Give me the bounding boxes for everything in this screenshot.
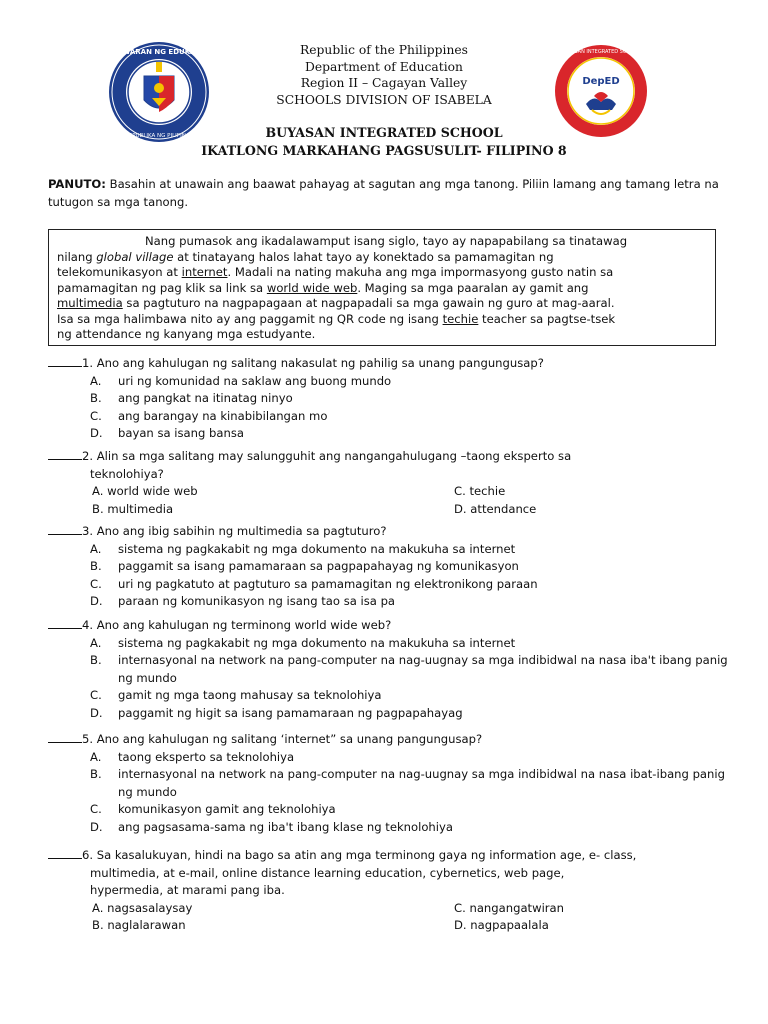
question-text: 3. Ano ang ibig sabihin ng multimedia sa pagtuturo? bbox=[82, 524, 387, 538]
exam-title: IKATLONG MARKAHANG PAGSUSULIT- FILIPINO 8 bbox=[201, 142, 567, 158]
option-letter: D. bbox=[90, 594, 103, 608]
option-c[interactable]: C. techie bbox=[454, 484, 506, 498]
option-text: internasyonal na network na pang-computer na nag-uugnay sa mga indibidwal na nasa iba't ibang panig ng mundo bbox=[118, 653, 728, 685]
question-text-cont: teknolohiya? bbox=[90, 466, 164, 481]
option-letter: C. bbox=[90, 576, 102, 591]
division-line: SCHOOLS DIVISION OF ISABELA bbox=[276, 92, 492, 107]
option-letter: C. bbox=[90, 408, 102, 423]
option-text: bayan sa isang bansa bbox=[118, 426, 245, 440]
option-letter: D. bbox=[90, 426, 103, 440]
option-letter: B. bbox=[90, 767, 102, 781]
school-name: BUYASAN INTEGRATED SCHOOL bbox=[265, 125, 503, 140]
option-text: sistema ng pagkakabit ng mga dokumento na makukuha sa internet bbox=[118, 635, 516, 650]
option-b[interactable]: B. naglalarawan bbox=[92, 918, 186, 932]
option-text: ang pangkat na itinatag ninyo bbox=[118, 391, 293, 405]
underlined-term: techie bbox=[442, 311, 479, 326]
option-letter: C. bbox=[90, 802, 102, 816]
option-c[interactable] bbox=[48, 576, 748, 594]
passage-line: Nang pumasok ang ikadalawamput isang siglo, tayo ay napapabilang sa tinatawag bbox=[145, 234, 628, 248]
answer-blank[interactable] bbox=[48, 354, 82, 367]
option-a[interactable]: A. nagsasalaysay bbox=[92, 900, 193, 915]
option-a[interactable]: A. world wide web bbox=[92, 484, 198, 498]
option-letter: B. bbox=[90, 559, 102, 573]
question-text-cont: multimedia, at e-mail, online distance learning education, cybernetics, web page, bbox=[90, 865, 565, 880]
question-text-cont: hypermedia, at marami pang iba. bbox=[90, 883, 285, 897]
question-4 bbox=[48, 616, 748, 722]
italic-term: global village bbox=[96, 249, 174, 264]
underlined-term: internet bbox=[181, 265, 228, 279]
region-line: Region II – Cagayan Valley bbox=[300, 76, 468, 90]
option-c[interactable] bbox=[48, 801, 748, 819]
option-text: ang pagsasama-sama ng iba't ibang klase ng teknolohiya bbox=[118, 819, 453, 834]
seal-ring-text: BUYASAN INTEGRATED SCHOOL bbox=[561, 49, 641, 55]
option-text: komunikasyon gamit ang teknolohiya bbox=[118, 802, 336, 816]
option-text: paraan ng komunikasyon ng isang tao sa isa pa bbox=[118, 594, 396, 608]
passage-text: teacher sa pagtse-tsek bbox=[478, 311, 616, 326]
option-d[interactable] bbox=[48, 593, 748, 611]
seal-bottom-text: REPUBLIKA NG PILIPINAS bbox=[124, 133, 194, 139]
question-text: 6. Sa kasalukuyan, hindi na bago sa atin ang mga terminong gaya ng information age, e- class, bbox=[82, 848, 637, 862]
option-a[interactable] bbox=[48, 749, 748, 767]
question-text: 5. Ano ang kahulugan ng salitang ‘internet” sa unang pangungusap? bbox=[82, 732, 483, 746]
underlined-term: multimedia bbox=[57, 296, 123, 310]
seal-top-text: KAGAWARAN NG EDUKASYON bbox=[100, 48, 218, 56]
option-a[interactable] bbox=[48, 635, 748, 653]
deped-mark: DepED bbox=[582, 76, 620, 87]
option-letter: A. bbox=[90, 749, 102, 764]
answer-blank[interactable] bbox=[48, 616, 82, 629]
option-b[interactable] bbox=[48, 558, 748, 576]
answer-blank[interactable] bbox=[48, 447, 82, 460]
passage-text: . Madali na nating makuha ang mga impormasyong gusto natin sa bbox=[227, 265, 614, 279]
passage-text: Isa sa mga halimbawa nito ay ang paggamit ng QR code ng isang bbox=[57, 311, 443, 326]
question-text: 1. Ano ang kahulugan ng salitang nakasulat ng pahilig sa unang pangungusap? bbox=[82, 356, 544, 370]
underlined-term: world wide web bbox=[266, 280, 358, 295]
option-letter: B. bbox=[90, 391, 102, 405]
answer-blank[interactable] bbox=[48, 730, 82, 743]
instructions-label: PANUTO: bbox=[48, 177, 106, 191]
question-5 bbox=[48, 730, 748, 836]
question-6 bbox=[48, 846, 748, 935]
passage-text: sa pagtuturo na nagpapagaan at nagpapadali sa mga gawain ng guro at mag-aaral. bbox=[122, 296, 615, 310]
option-letter: D. bbox=[90, 819, 103, 834]
option-a[interactable] bbox=[48, 541, 748, 559]
option-text: internasyonal na network na pang-computer na nag-uugnay sa mga indibidwal na nasa ibat-ibang panig ng mundo bbox=[118, 767, 725, 799]
answer-blank[interactable] bbox=[48, 522, 82, 535]
republic-line: Republic of the Philippines bbox=[300, 43, 468, 57]
instructions-text: Basahin at unawain ang baawat pahayag at sagutan ang mga tanong. Piliin lamang ang tamang letra na tutugon sa mga tanong. bbox=[48, 177, 719, 209]
option-letter: D. bbox=[90, 705, 103, 720]
instructions bbox=[48, 176, 728, 211]
option-b[interactable] bbox=[48, 652, 730, 687]
option-letter: B. bbox=[90, 653, 102, 667]
option-text: sistema ng pagkakabit ng mga dokumento na makukuha sa internet bbox=[118, 541, 516, 556]
option-letter: C. bbox=[90, 688, 102, 702]
question-1 bbox=[48, 354, 748, 443]
option-text: paggamit sa isang pamamaraan sa pagpapahayag ng komunikasyon bbox=[118, 559, 519, 573]
option-d[interactable]: D. nagpapaalala bbox=[454, 918, 549, 932]
option-b[interactable] bbox=[48, 390, 748, 408]
option-d[interactable] bbox=[48, 425, 748, 443]
option-c[interactable] bbox=[48, 408, 748, 426]
agency-header bbox=[0, 42, 768, 108]
option-letter: A. bbox=[90, 373, 102, 388]
option-letter: A. bbox=[90, 541, 102, 556]
option-d[interactable]: D. attendance bbox=[454, 501, 537, 516]
option-letter: A. bbox=[90, 635, 102, 650]
question-text: 2. Alin sa mga salitang may salungguhit ang nangangahulugang –taong eksperto sa bbox=[82, 449, 572, 463]
passage-text: at tinatayang halos lahat tayo ay konektado sa pamamagitan ng bbox=[173, 249, 554, 264]
option-text: uri ng pagkatuto at pagtuturo sa pamamagitan ng elektronikong paraan bbox=[118, 576, 538, 591]
reading-passage-box bbox=[48, 229, 716, 346]
option-c[interactable]: C. nangangatwiran bbox=[454, 900, 565, 915]
exam-title-block bbox=[0, 124, 768, 159]
passage-text: nilang bbox=[57, 249, 97, 264]
option-text: ang barangay na kinabibilangan mo bbox=[118, 408, 328, 423]
passage-line: ng attendance ng kanyang mga estudyante. bbox=[57, 327, 316, 341]
answer-blank[interactable] bbox=[48, 846, 82, 859]
option-b[interactable] bbox=[48, 766, 730, 801]
option-d[interactable] bbox=[48, 705, 748, 723]
option-text: gamit ng mga taong mahusay sa teknolohiya bbox=[118, 688, 382, 702]
option-a[interactable] bbox=[48, 373, 748, 391]
department-line: Department of Education bbox=[305, 59, 463, 74]
option-b[interactable]: B. multimedia bbox=[92, 501, 174, 516]
passage-text: . Maging sa mga paaralan ay gamit ang bbox=[357, 280, 589, 295]
question-2 bbox=[48, 447, 748, 518]
option-text: uri ng komunidad na saklaw ang buong mundo bbox=[118, 373, 392, 388]
passage-text: pamamagitan ng pag klik sa link sa bbox=[57, 280, 267, 295]
question-text: 4. Ano ang kahulugan ng terminong world wide web? bbox=[82, 618, 392, 632]
option-text: taong eksperto sa teknolohiya bbox=[118, 749, 295, 764]
option-c[interactable] bbox=[48, 687, 748, 705]
option-text: paggamit ng higit sa isang pamamaraan ng pagpapahayag bbox=[118, 705, 463, 720]
passage-text: telekomunikasyon at bbox=[57, 265, 182, 279]
option-d[interactable] bbox=[48, 819, 748, 837]
question-3 bbox=[48, 522, 748, 611]
